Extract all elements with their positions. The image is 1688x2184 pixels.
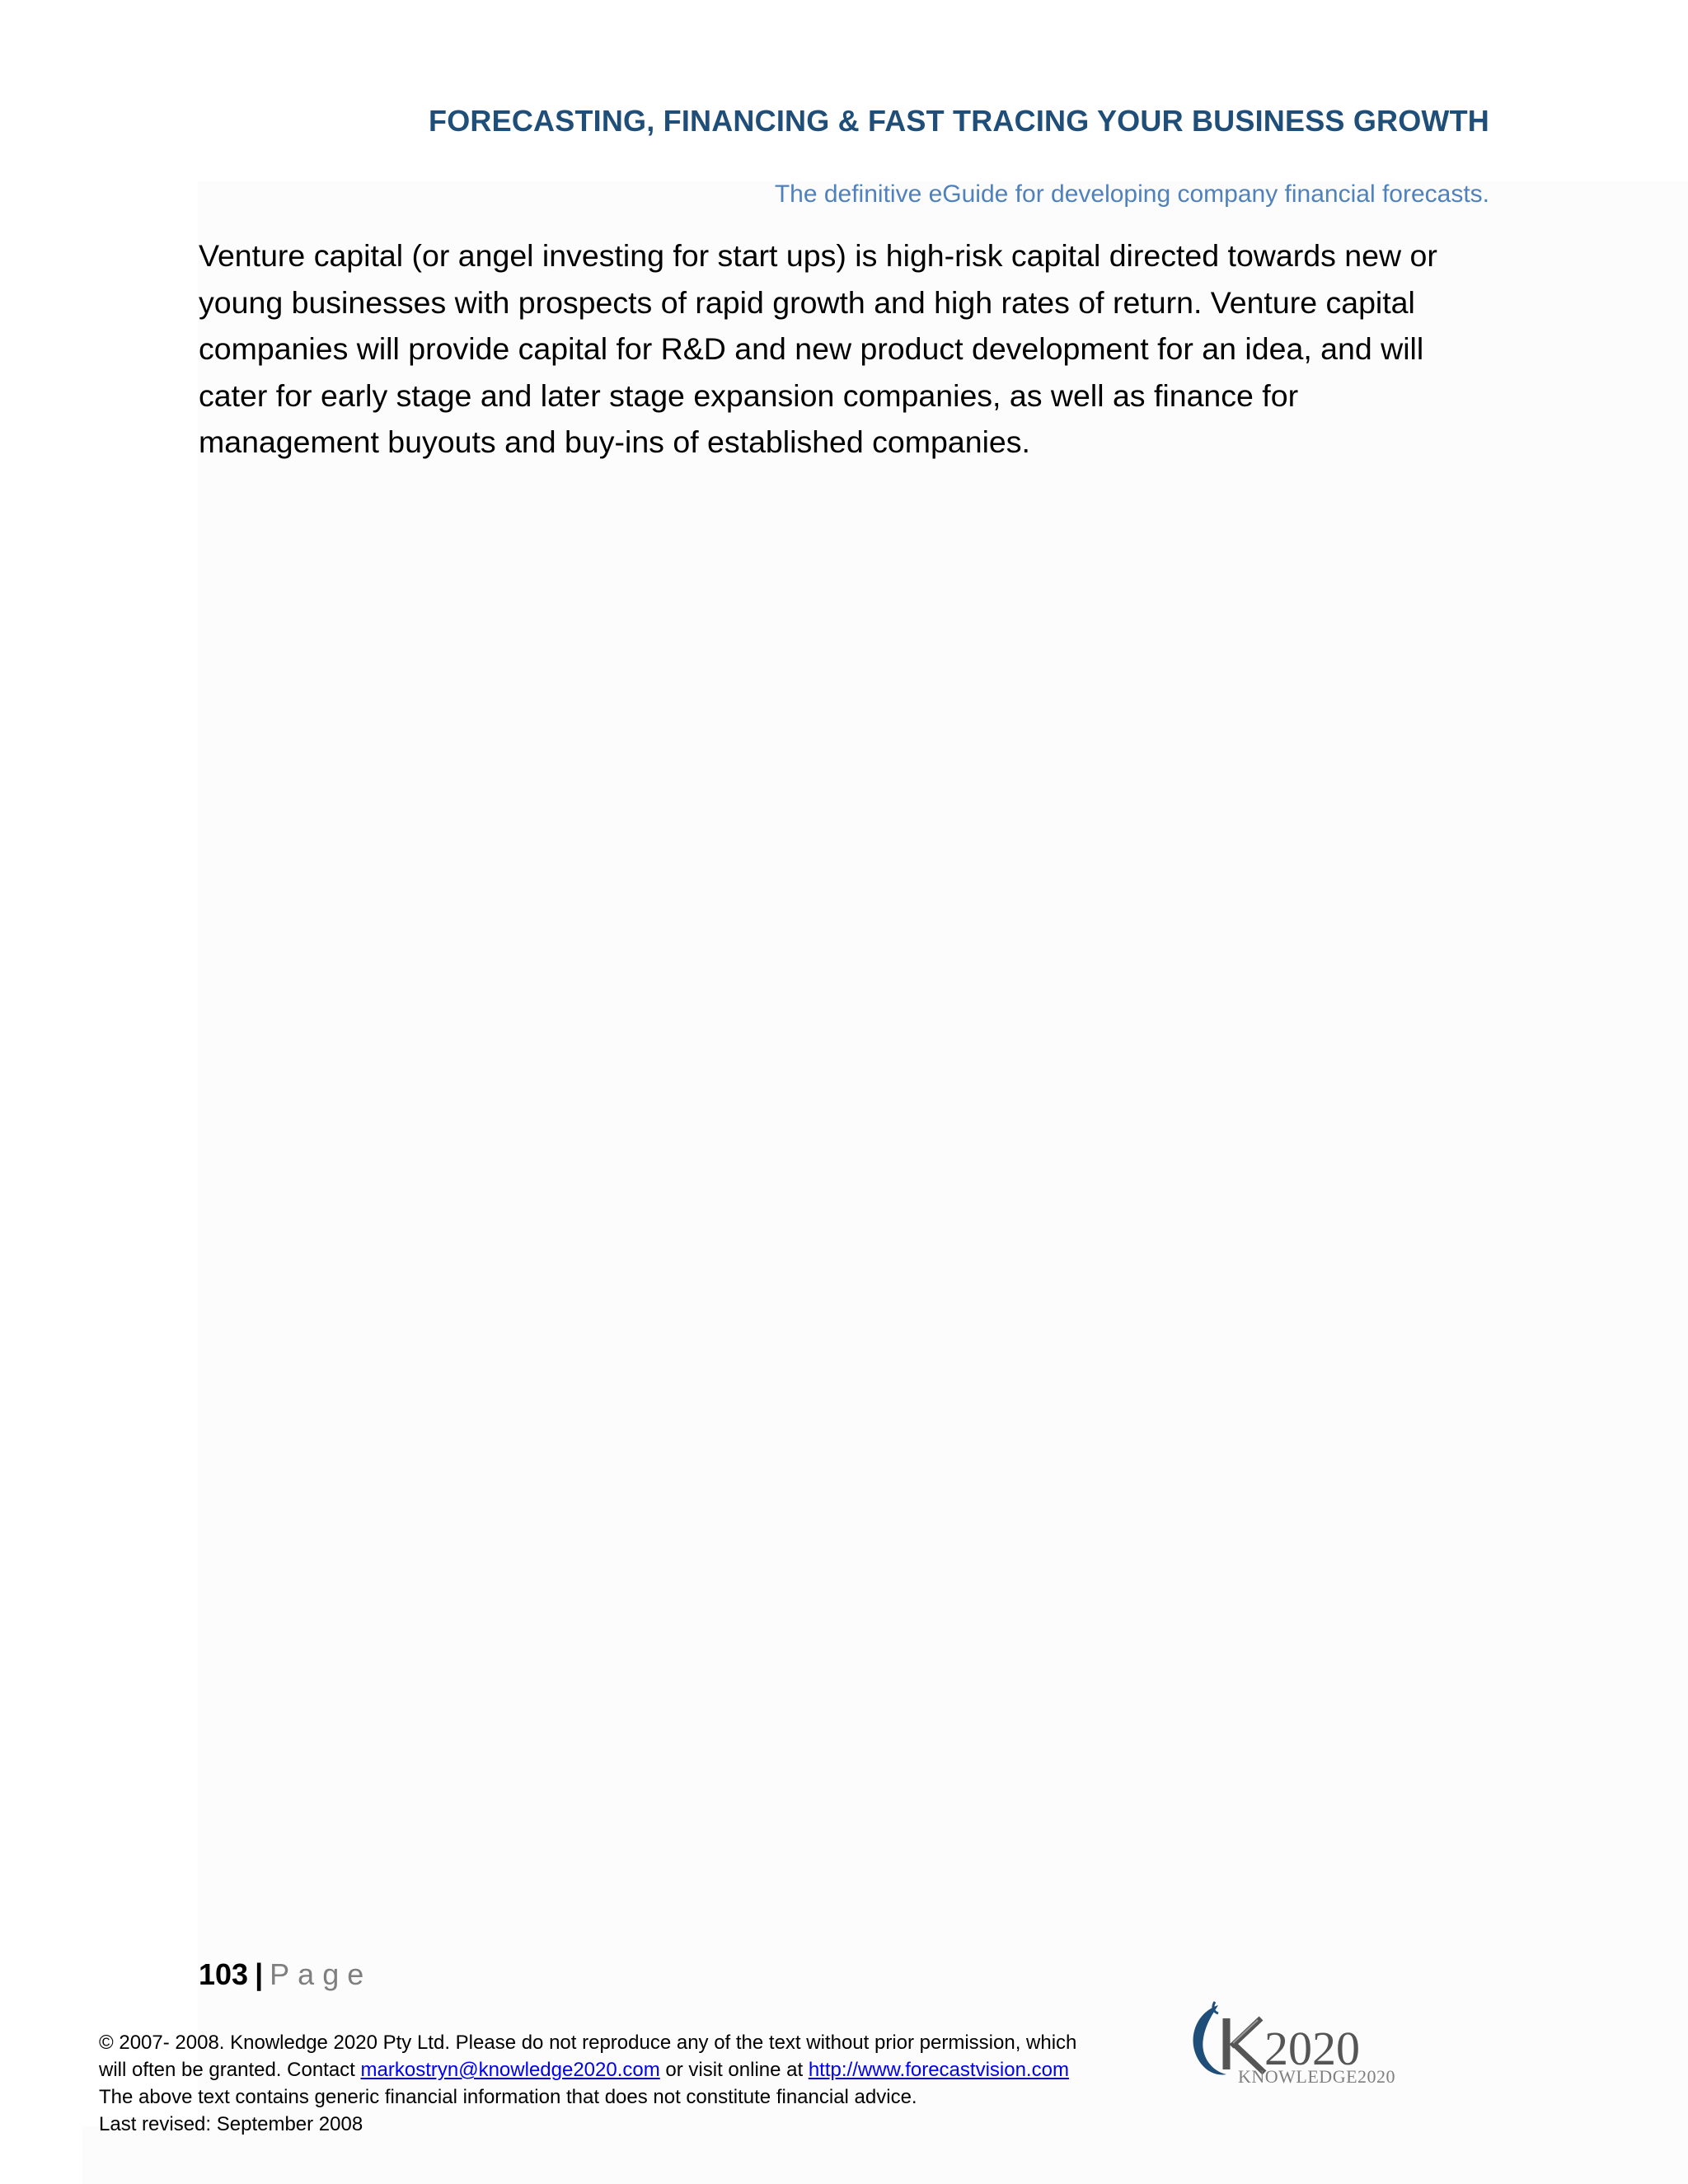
footer-last-revised: Last revised: September 2008 xyxy=(99,2113,363,2135)
footer-copyright-line-2 xyxy=(99,2056,1170,2083)
page-number-value: 103 xyxy=(199,1957,249,1991)
footer-disclaimer: The above text contains generic financial information that does not constitute financial advice. xyxy=(99,2086,917,2108)
header-subtitle: The definitive eGuide for developing company financial forecasts. xyxy=(774,180,1489,208)
k2020-logo-icon xyxy=(1179,1999,1426,2093)
header-title: FORECASTING, FINANCING & FAST TRACING YOUR BUSINESS GROWTH xyxy=(429,104,1489,138)
page-number-separator: | xyxy=(255,1957,264,1991)
page-number-label: Page xyxy=(270,1957,373,1991)
footer-copyright-line-1: © 2007- 2008. Knowledge 2020 Pty Ltd. Please do not reproduce any of the text without prior permission, which xyxy=(99,2032,1077,2054)
knowledge2020-logo xyxy=(1179,1999,1426,2093)
footer-visit-text: or visit online at xyxy=(659,2059,809,2081)
email-link[interactable]: markostryn@knowledge2020.com xyxy=(360,2059,660,2081)
logo-main-text: 2020 xyxy=(1264,2022,1360,2075)
footer-contact-prefix: will often be granted. Contact xyxy=(99,2059,361,2081)
page-number xyxy=(199,1957,372,1992)
website-link[interactable]: http://www.forecastvision.com xyxy=(808,2059,1069,2081)
page-shade xyxy=(198,181,1688,2184)
footer xyxy=(99,2029,1170,2138)
body-paragraph: Venture capital (or angel investing for start ups) is high-risk capital directed towards new or young businesses with prospects of rapid growth and high rates of return. Venture capital companies will provide capital for R&D and new product development for an idea, and will cater for early stage and later stage expansion companies, as well as finance for management buyouts and buy-ins of established companies. xyxy=(199,238,1437,459)
logo-sub-text: KNOWLEDGE2020 xyxy=(1238,2066,1396,2087)
